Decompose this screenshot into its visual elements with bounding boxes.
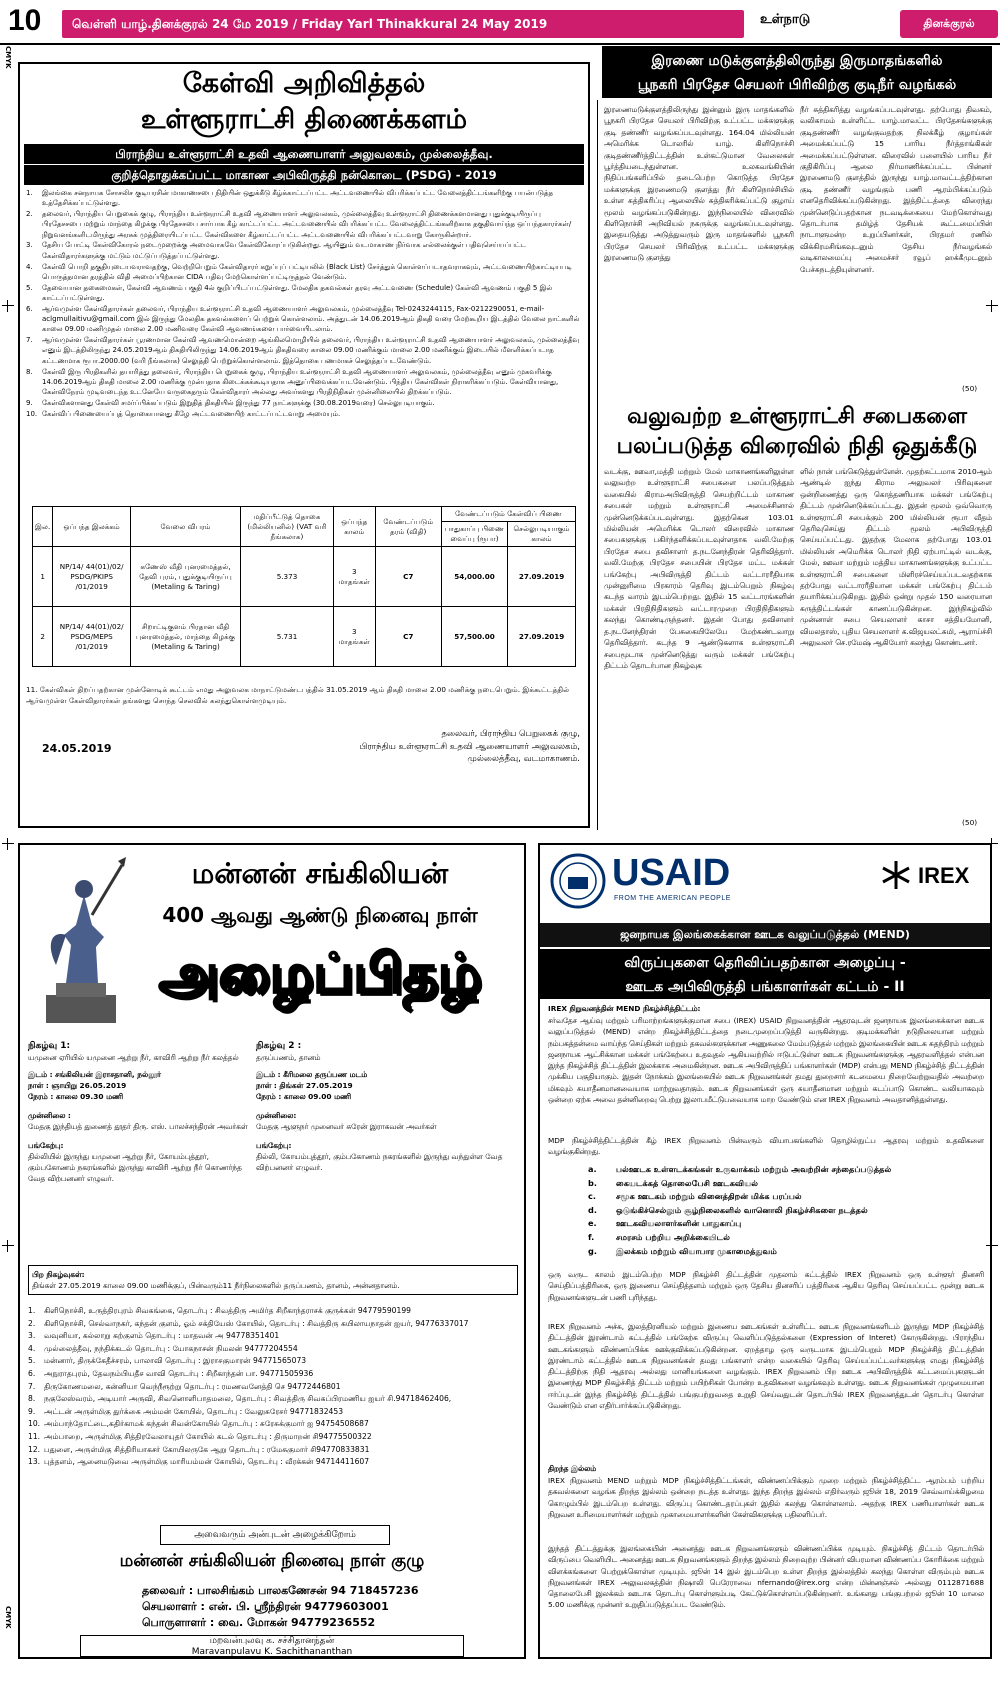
article-column: நீர் சுத்திகரித்து வழங்கப்படவுள்ளது. தற்போது திவகம், வலிகாமம் உள்ளிட்ட யாழ்.மாவட்ட பிரதேசங்களுக்கு குடிதண்ணீர் வழங்குவதற்கு நிலக்கீழ் குழாய்கள் அமைக்கப்பட்டு 15 பாரிய நீர்த்தாங்கிகள் அமைக்கப்பட்டுள்ளன. விரைவில் பளையில் பாரிய நீர் குதிகிரிப்பு ஆலை நிர்மாணிக்கப்பட்ட பின்னர் இரணைமடு குளத்தில் இருந்து யாழ்.மாவட்டத்திற்கான குடி தண்ணீர் வழங்கும் பணி ஆரம்பிக்கப்படும் எனதெரிவிக்கப்படுகின்றது. இத்திட்டத்தை விரைந்து முன்னெடுப்பதற்கான நடவடிக்கையை மேற்கொள்வது தொடர்பாக தமிழ்த் தேசியக் கூட்டமைப்பின் நாடாளுமன்ற உறுப்பினர்கள், பிரதமர் ரணில் விக்கிரமசிங்கவுடனும் தேசிய நீர்வழங்கல் வடிகாலமைப்பு அமைச்சர் ரவூப் ஹக்கீமுடனும் பேச்சுநடத்தியுள்ளனர். — [800, 105, 992, 274]
newspaper-logo: தினக்குரல் — [900, 10, 998, 38]
tender-clause: 5. தேவையான தகைமைகள், கேள்வி ஆவணம் பகுதி 4ல் குறிப்பிடப்பட்டுள்ளது. மேலதிக தகவல்கள் தரவு அட்டவணை (Schedule) கேள்வி ஆவணம் பகுதி 5 இல் காட்டப்பட்டுள்ளது. — [26, 283, 553, 302]
table-row — [33, 547, 576, 607]
tender-title: கேள்வி அறிவித்தல் — [182, 68, 426, 99]
article-end-code: (50) — [962, 818, 978, 827]
event-lead-label: முன்னிலை : — [28, 1111, 71, 1120]
th-ref: ஒப்பந்த இலக்கம் — [53, 507, 131, 547]
list-item: 3. வவுனியா, கல்லாறு கற்குளம் தொடர்பு : மாதவன் அ 94778351401 — [28, 1331, 280, 1341]
contact-list — [28, 1305, 518, 1469]
author-english: Maravanpulavu K. Sachithananthan — [191, 1646, 353, 1657]
tender-clause: 3. தேசிய போட்டி கேள்விகோரல் நடைமுறைக்கு அமைவாகவே கேள்விகோரப்படுகின்றது. ஆயினும் வடமாகாண நிர்வாக எல்லைக்குள் பதிவுசெய்யப்பட்ட கேள்விதாரர்களுக்கு மட்டும் மட்டுப்படுத்தப்பட்டுள்ளது. — [26, 241, 527, 260]
headline-line: இரணை மடுக்குளத்திலிருந்து இருமாதங்களில் — [651, 53, 943, 69]
th-valid: செல்லுபடியாகும் காலம் — [508, 522, 576, 547]
tender-clause: 4. கேள்வி பொறி தகுதியுடையவராவதற்கு, வெற்றிபெறும் கேள்விதாரர் கறுப்புப் பட்டியலில் (Black List) சேர்த்துக் கொள்ளப்படாதவராகவும், அட்டவணையிற்காட்டியபடி பொருத்தமான தரத்தில் விதி அமைப்பிற்கான CIDA பதிவு மேற்கொள்ளப்பட்டிருத்தல் வேண்டும். — [26, 262, 572, 281]
cell-valid: 27.09.2019 — [508, 547, 576, 607]
list-item: 6. அநுராதபுரம், தேவநம்பியதீச வாவி தொடர்பு : சிறீகாந்தன் பா. 94771505936 — [28, 1368, 314, 1378]
column-divider — [597, 100, 598, 830]
tender-date: 24.05.2019 — [42, 742, 112, 755]
event-leaders: மேதகு இந்தியத் துணைத் தூதர் திரு. எஸ். பாலச்சந்திரன் அவர்கள் — [28, 1122, 248, 1131]
irex-logo — [880, 859, 980, 899]
list-item: 7. திருகோணமலை, கன்னியா வெந்நீரூற்று தொடர்பு : ரமணவனேத்தி செ 94772446801 — [28, 1381, 341, 1391]
event-time: நேரம் : காலை 09.30 மணி — [28, 1092, 124, 1101]
ad-title: மன்னன் சங்கிலியன் — [191, 857, 449, 890]
event-leaders: மேதகு ஆளுநர் முனைவர் சுரேன் இராகவன் அவர்கள் — [256, 1122, 437, 1131]
irex-paragraph: IREX நிறுவனம் MEND மற்றும் MDP நிகழ்ச்சித்திட்டங்கள், விண்ணப்பிக்கும் முறை மற்றும் நிகழ்ச்சித்திட்ட ஆரம்பம் பற்றிய தகவல்களை வழங்க திறந்த இல்லம் ஒன்றை நடத்த உள்ளது. இந்த திறந்த இல்லம் எதிர்வரும் ஜூன் 18, 2019 செவ்வாய்க்கிழமை கொழும்பில் இடம்பெற உள்ளது. விருப்பு கொண்டதரப்புகள் இதில் கலந்து கொள்ளலாம். அதற்கு IREX பணியாளர்கள் ஊடக நிறுவன உரிமையாளர்கள் மற்றும் முகாமையாளர்களின் கேள்விகளுக்கு பதிலளிப்பர். — [548, 1476, 984, 1519]
cell-no: 2 — [33, 607, 53, 667]
usaid-seal-icon — [550, 853, 606, 909]
tender-signature — [230, 728, 580, 766]
irex-paragraph: ஒரு வருட காலம் இடம்பெற்ற MDP நிகழ்ச்சி திட்டத்தின் முதலாம் கட்டத்தில் IREX நிறுவனம் ஒரு உள்ளூர் தினசரி செய்திப்பத்திரிகை, ஒரு இணைய செய்தித்தளம் மற்றும் ஒரு தேசிய தினசரிப் பத்திரிகை ஆகிய தெரிவு செய்யப்பட்ட மூன்று ஊடக நிறுவனங்களுடன் பணி புரிந்தது. — [548, 1270, 984, 1302]
sign-line: பிராந்திய உள்ளூராட்சி உதவி ஆணையாளர் அலுவலகம், — [359, 741, 580, 752]
event-desc: தருப்பணம், தானம் — [256, 1053, 321, 1062]
list-item: 2. கிளிநொச்சி, செல்வாநகர், கந்தன் குளம், ஓம் சக்தியேஸ் கோயில், தொடர்பு : சிவத்திரு கயிலாயநாதன் ஐயர், 94776337017 — [28, 1318, 469, 1328]
dateline: வெள்ளி யாழ்.தினக்குரல் 24 மே 2019 / Friday Yarl Thinakkural 24 May 2019 — [62, 10, 744, 38]
article-column: இரணைமடுக்குளத்திலிருந்து இன்னும் இரு மாதங்களில் பூநகரி பிரதேச செயலர் பிரிவிற்கு உட்பட்ட மக்களுக்கு குடி தண்ணீர் வழங்கப்படவுள்ளது. 164.04 மில்லியன் அமெரிக்க டொலரில் யாழ். கிளிநொச்சி குடிதண்ணீர்த்திட்டத்தின் உள்கட்டுமான வேலைகள் பூர்த்தியடைந்துள்ளன. உலகவங்கியின் நிதிப்பங்களிப்பில் தடைபெற்ற கொடுத்த பிரதேச மக்களுக்கு இரணைமடு குளத்து நீர் கிளிநொச்சியில் உள்ள சுத்திகரிப்பு ஆலையில் சுத்திகரிக்கப்பட்டு குழாய் மூலம் வழங்கப்படுகின்றது. இந்நிலையில் விரைவில் கிளிநொச்சி அறிவியல் நகருக்கு வழங்கப்படவுள்ளது. இதையடுத்து அடுத்துவரும் இரு மாதங்களில் பூநகரி பிரதேச செயலர் பிரிவிற்கு உட்பட்ட மக்களுக்கு இரணைமடு குளத்து — [604, 105, 794, 263]
registration-mark-icon — [2, 1240, 14, 1252]
registration-mark-icon — [2, 838, 14, 850]
list-item: a. பல்ஊடக உள்ளடக்கங்கள் உருவாக்கம் மற்றும் அவற்றின் சந்தைப்படுத்தல் — [588, 1164, 892, 1174]
th-cost: மதிப்பீட்டுத் தொகை (மில்லியனில்) (VAT வரி நீங்கலாக) — [241, 507, 334, 547]
cmyk-mark-top: CMYK — [4, 46, 12, 69]
author-tamil: மறவன்புலவு க. சச்சிதானந்தன் — [209, 1636, 335, 1646]
cell-period: 3 மாதங்கள் — [333, 607, 375, 667]
list-item: 1. கிளிநொச்சி, உருத்திரபுரம் சிவகங்கை, தொடர்பு : சிவத்திரு அமிர்த சிறீகாந்தராசக் குருக்கள் 94779590199 — [28, 1306, 411, 1315]
list-item: f. சமரசம் பற்றிய அறிக்கையிடல் — [588, 1231, 730, 1242]
table-row — [33, 607, 576, 667]
cell-ref: NP/14/ 44(01)/02/ PSDG/PKIPS /01/2019 — [53, 547, 131, 607]
irex-subhead: திறந்த இல்லம் — [548, 1464, 597, 1473]
article-headline — [602, 46, 992, 98]
usaid-tagline: FROM THE AMERICAN PEOPLE — [614, 895, 731, 902]
cell-work: சிறாட்டிகுளம் பிரதான வீதி புனரமைத்தல், மாந்தை கிழக்கு (Metaling & Taring) — [131, 607, 241, 667]
event-lead-label: முன்னிலை: — [256, 1111, 297, 1120]
event-other — [28, 1265, 518, 1295]
officers-list — [142, 1583, 522, 1631]
tender-office: பிராந்திய உள்ளூராட்சி உதவி ஆணையாளர் அலுவலகம், முல்லைத்தீவு. — [24, 144, 584, 164]
list-item: 9. அட்டன் அருள்மிகு துர்க்கை அம்மன் கோயில், தொடர்பு : வேலுசுரேசர் 94771832453 — [28, 1406, 344, 1416]
tender-clause: 2. தலைவர், பிராந்திய பெறுகைக் குழு, பிராந்திய உள்ளூராட்சி உதவி ஆணையாளர் அலுவலகம், முல்லைத்தீவு உள்ளூராட்சி திணைக்களமானது புதுக்குடியிருப்பு பிரதேசசபை மற்றும் மாந்தை கிழக்கு பிரதேசசபை சார்பாக கீழ் காட்டப்பட்ட அட்டவணையில் விபரிக்கப்பட்ட வேலைத்திட்டங்களிற்காக தகுதிவாய்ந்த ஒப்பந்தகாரர்கள்/நிறுவனங்களிடமிருந்து அரசுக் முத்திரையிடப்பட்ட கேள்விகளை கீழ்காட்டப்பட்ட அட்டவணையில் விபரிக்கப்பட்டவாறு கோருகின்றார். — [26, 210, 572, 239]
list-item: 4. முல்லைத்தீவு, நந்திக்கடல் தொடர்பு : யோகநாசன் நிமலன் 94777204554 — [28, 1343, 298, 1353]
page-number: 10 — [8, 4, 42, 37]
tender-note: 11. கேள்விகள் திறப்பதற்கான முன்னோடிக் கூட்டம் எமது அலுவலக மாநாட்டுமண்டபத்தில் 31.05.2019 ஆம் திகதி மாலை 2.00 மணிக்கு நடைபெறும். இக்கூட்டத்தில் ஆர்வமுள்ள கேள்விதாரர்கள் தங்களது சொந்த செலவில் கலந்துகொள்ளமுடியும். — [26, 685, 570, 705]
cell-work: கணேஸ் வீதி புனரமைத்தல், தேவி புரம், புதுக்குடியிருப்பு (Metaling & Taring) — [131, 547, 241, 607]
list-item: e. ஊடகவியலாளர்களின் பாதுகாப்பு — [588, 1218, 742, 1229]
sign-line: தலைவர், பிராந்திய பெறுகைக் குழு, — [441, 729, 580, 739]
registration-mark-icon — [2, 300, 14, 312]
committee-name: மன்னன் சங்கிலியன் நினைவு நாள் குழு — [119, 1551, 425, 1571]
event-heading: பிற நிகழ்வுகள்: — [32, 1270, 85, 1279]
cell-bond: 54,000.00 — [441, 547, 507, 607]
cell-bond: 57,500.00 — [441, 607, 507, 667]
cell-period: 3 மாதங்கள் — [333, 547, 375, 607]
tender-clause: 9. கேள்விகளானது கேள்வி சமர்ப்பிக்கப்படும் இறுதித் திகதியில் இருந்து 77 நாட்களுக்கு (30.08.2019வரை) செல்லுபடியாகும். — [26, 398, 435, 407]
event-place: இடம் : சங்கிலியன் இராசதானி, நல்லூர் — [28, 1070, 161, 1079]
tender-clauses — [26, 188, 582, 420]
tender-clause: 7. ஆர்வமுள்ள கேள்விதாரர்கள் பூரணமான கேள்வி ஆவணமொன்றை ஆங்கிலமொழியில் தலைவர், பிராந்திய உள்ளூராட்சி உதவி ஆணையாளர் அலுவலகம், முல்லைத்தீவு எனும் இடத்திலிருந்து 24.05.2019ஆம் திகதியிலிருந்து 14.06.2019ஆம் திகதிவரை காலை 09.00 மணிக்கும் மாலை 2.00 மணிக்கும் இடையில் மீளளிக்கப்படாத கட்டணமாக ரூபா.2000.00 (வரி நீங்கலாக) செலுத்தி பெற்றுக்கொள்ளலாம். இத்தொகை பணமாகச் செலுத்தப்படவேண்டும். — [26, 336, 580, 365]
section-label: உள்நாடு — [760, 12, 811, 27]
event-desc: திங்கள் 27.05.2019 காலை 09.00 மணிக்குப், பின்வரும்11 நீர்நிலைகளில் தருப்பணம், தானம், அன்னதானம். — [32, 1281, 400, 1290]
invite-line: அவைவரும் அன்புடன் அழைக்கிறோம் — [160, 1525, 390, 1545]
memorial-invitation-ad — [18, 843, 526, 1659]
list-item: 11. அம்பாறை, அருள்மிகு சித்திரவேலாயுதர் கோயில் கடல் தொடர்பு : திருமாறன் சி94775500322 — [28, 1431, 372, 1441]
article-end-code: (50) — [962, 384, 978, 393]
list-item: b. கையடக்கத் தொலைபேசி ஊடகவியல் — [588, 1177, 759, 1188]
event-day: நாள் : திங்கள் 27.05.2019 — [256, 1081, 353, 1090]
th-work: வேலை விபரம் — [131, 507, 241, 547]
ad-subtitle: 400 ஆவது ஆண்டு நினைவு நாள் — [162, 903, 478, 927]
list-item: c. சமூக ஊடகம் மற்றும் வினைத்திறன் மிக்க பரப்பல் — [588, 1191, 802, 1202]
irex-paragraph: IREX நிறுவனம் அச்சு, இலத்திரனியல் மற்றும் இணைய ஊடகங்கள் உள்ளிட்ட ஊடக நிறுவனங்களிடம் இருந்து MDP நிகழ்ச்சித் திட்டத்தின் இரண்டாம் கட்டத்தில் பங்கேற்க விருப்பு வெளிப்படுத்தல்களை (Expression of Interet) கோருகின்றது. பிராந்திய ஊடகங்களும் விண்ணப்பிக்க ஊக்குவிக்கப்படுகின்றன. ஏறத்தாழ ஒரு வருடமாக இடம்பெறும் MDP நிகழ்ச்சித் திட்டத்தின் இரண்டாம் கட்டத்தில் ஊடக நிறுவனங்கள் தமது பங்காளர் என்ற வகையில் தெரிவு செய்யப்பட்டவர்களுக்கு எமது நிகழ்ச்சித் திட்டத்திற்கு நிதி ஆதரவு அல்லது மானியங்களை வழங்கும். IREX நிறுவனம் பிற ஊடக அபிவிருத்திக் கட்டமைப்புகளுடன் இணைந்து MDP நிகழ்ச்சித் திட்டம் மற்றும் பயிற்சிகள் போன்ற உதவிகளை வழங்கவும் உள்ளது. ஊடக நிறுவனங்கள் முழுமையான ஈர்ப்புடன் இந்த நிகழ்ச்சித் திட்டத்தில் பங்குபற்றுவதை உறுதி செய்வதுடன் தொடர்பில் IREX நிறுவனத்துடன் தொடர்பு கொள்ள வேண்டும் என எதிர்பார்க்கப்படுகின்றது. — [548, 1322, 984, 1411]
cell-no: 1 — [33, 547, 53, 607]
cell-cost: 5.373 — [241, 547, 334, 607]
headline-line: பலப்படுத்த விரைவில் நிதி ஒதுக்கீடு — [616, 434, 978, 459]
irex-asterisk-icon — [880, 859, 912, 891]
list-item: g. இலக்கம் மற்றும் வியாபார முகாமைத்துவம் — [588, 1245, 777, 1256]
irex-paragraph: சர்வதேச ஆய்வு மற்றும் பரிமாற்றங்களுக்குமான சபை (IREX) USAID நிறுவனத்தின் ஆதரவுடன் ஜனநாயக இலங்கைக்கான ஊடக வலுப்படுத்தல் (MEND) என்ற நிகழ்ச்சித்திட்டத்தை நடைமுறைப்படுத்தி வருகின்றது. குடிமக்களின் நடுநிலையான மற்றும் நம்பகத்தன்மை வாய்ந்த செய்திகள் மற்றும் தகவல்களுக்கான அணுகலை மேம்படுத்தல் மற்றும் இலங்கையின் ஊடக சுதந்திரம் மற்றும் ஜனநாயக ஆட்சிக்கான மக்கள் பங்கேற்பை உதவுதல் ஆகியவற்றில் ஈடுபட்டுள்ள ஊடக நிறுவனங்களுக்கு ஆதரவளித்தல் என்பன இந்த நிகழ்ச்சித் திட்டத்தின் இலக்காக அமைகின்றன. ஊடக அபிவிருத்திப் பங்காளர்கள் (MDP) என்பது MEND நிகழ்ச்சித் திட்டத்தின் முக்கிய பகுதியாகும். இதன் நோக்கம் இலங்கையில் ஊடக நிறுவனங்கள் தமது துறைசார் கடமையை நிறைவேற்றுவதில் அவற்றை மிகவும் சுயாதீனமானவையாக மாற்றுவதாகும். ஊடக நிறுவனங்கள் ஒரு சுயாதீனமான மற்றும் கடப்பாடு கொண்ட வலியாகவும் ஒன்றை ஏற்க அவை தன்னிறைவு பெற்று இலாபமீட்டுபவையாக மாற வேண்டும் என IREX நிறுவனம் அவதானித்துள்ளது. — [548, 1016, 984, 1105]
event-part-label: பங்கேற்பு: — [28, 1141, 64, 1150]
event-participants: தில்லி, கோயம்புத்தூர், கும்பகோணம் நகரங்களில் இருந்து வந்துள்ள வேத விற்பனனர் எழுவர். — [256, 1152, 503, 1172]
ad-invitation-word: அழைப்பிதழ் — [158, 941, 482, 1005]
th-bond: பாதுகாப்பு பிணை வைப்பு (ரூபா) — [441, 522, 507, 547]
event-2 — [256, 1041, 516, 1173]
list-item: d. ஒடுங்கிச்செல்லும் சூழ்நிலைகளில் வானொலி நிகழ்ச்சிகளை நடத்தல் — [588, 1204, 868, 1215]
call-line: விருப்புகளை தெரிவிப்பதற்கான அழைப்பு - — [624, 955, 906, 971]
headline-line: பூநகரி பிரதேச செயலர் பிரிவிற்கு குடிநீர் வழங்கல் — [637, 77, 957, 93]
tender-clause: 6. ஆர்வமுள்ள கேள்விதாரர்கள் தலைவர், பிராந்திய உள்ளூராட்சி உதவி ஆணையாளர் அலுவலகம், முல்லைத்தீவு Tel-0243244115, Fax-0212290051, e-mail-aclgmullaitivu@gmail.com இல் இருந்து மேலதிக தகவல்களைப் பெற்றுக் கொள்ளலாம். அத்துடன் 14.06.2019ஆம் திகதி வரை மேற்கூறிய இடத்தில் வேலை நாட்களில் காலை 09.00 மணிமுதல் மாலை 2.00 மணிவரை கேள்வி ஆவணங்களை பார்வையிடலாம். — [26, 304, 580, 334]
list-item: 8. நகுலேஸ்வரம், அடியார் அருவி, சிவனொளிபாதமலை, தொடர்பு : சிவத்திரு சிவகப்பிரமணிய ஐயர் சி.94718462406, — [28, 1394, 452, 1404]
call-line: ஊடக அபிவிருத்தி பங்காளர்கள் கட்டம் - II — [625, 979, 905, 995]
tender-clause: 1. இலங்கை சனநாயக சோசலிச குடியரசின் மாகாணசபை நிதியின் ஒதுக்கீடு கீழ்க்காட்டப்பட்ட அட்டவணையில் விபரிக்கப்பட்ட வேலைத்திட்டங்களிற்கு பயன்படுத்த உத்தேசிக்கப்பட்டுள்ளது. — [26, 189, 554, 208]
tender-department: உள்ளூராட்சி திணைக்களம் — [140, 104, 468, 135]
headline-line: வலுவற்ற உள்ளூராட்சி சபைகளை — [627, 404, 967, 429]
irex-topic-list — [588, 1163, 968, 1258]
officer: செயலாளர் : என். பி. ஸ்ரீந்திரன் 94779603001 — [142, 1600, 389, 1613]
list-item: 12. பதுளை, அருள்மிகு சித்திரியாகசர் கோயிலருகே ஆறு தொடர்பு : ரமேசுகுமார் சி94770833831 — [28, 1444, 370, 1454]
officer: தலைவர் : பாலசிங்கம் பாலகணேசன் 94 718457236 — [142, 1584, 419, 1597]
irex-paragraph: MDP நிகழ்ச்சித்திட்டத்தின் கீழ் IREX நிறுவனம் பின்வரும் வியாபகங்களில் தொழில்நுட்ப ஆதரவு மற்றும் உதவிகளை வழங்குகின்றது. — [548, 1136, 984, 1157]
event-participants: தில்லியில் இருந்து யமுனை ஆற்று நீர், கோயம்புத்தூர், கும்பகோணம் நகரங்களில் இருந்து காவிரி ஆற்று நீர் கொணர்ந்த வேத விற்பனனர் எழுவர். — [28, 1152, 242, 1183]
event-place: இடம் : கீரிமலை தருப்பண மடம் — [256, 1070, 368, 1079]
author-box — [80, 1635, 464, 1657]
article-column: வடக்கு, ஊவா,மத்தி மற்றும் மேல் மாகாணங்களிலுள்ள வலுவற்ற உள்ளூராட்சி சபைகளை பலப்படுத்தும் வகையில் கிராமஅபிவிருத்தி செயற்றிட்டம் மாகாண சபைகள் மற்றும் உள்ளூராட்சி அமைச்சினால் முன்னெடுக்கப்படவுள்ளது. இதற்கென 103.01 மில்லியன் அமெரிக்க டொலர் விரைவில் மாகாண சபைகளுக்கு பகிர்ந்தளிக்கப்படவுள்ளதாக வலி.மேற்கு பிரதேச சபை தவிசாளர் த.நடனேந்திரன் தெரிவித்தார். வலி.மேற்கு பிரதேச சபையின் பிரதேச மட்ட மக்கள் பங்கேற்பு அபிவிருத்தி திட்டம் வட்டாரரீதியாக முன்னுரிமை பிரகாரம் தெரிவு இடம்பெறும் நிகழ்வு கடந்த வாரம் இடம்பெற்றது. இதில் 15 வட்டாரங்களின் மக்கள் பிரதிநிதிகளும் வட்டாரமுறை பிரதிநிதிகளும் கலந்து கொண்டிருந்தனர். இதன் போது தவிசாளர் த.நடனேந்திரன் பேசுகையிலேயே மேற்கண்டவாறு தெரிவித்தார். கடந்த 9 ஆண்டுகளாக உள்ளூராட்சி சபைமூடாக முன்னெடுத்து வரும் மக்கள் பங்கேற்பு திட்டம் தொடர்பான நிகழ்வுக — [604, 467, 794, 670]
header-rule — [0, 43, 1000, 45]
tender-table — [32, 506, 576, 667]
tender-notice — [18, 62, 590, 828]
event-heading: நிகழ்வு 2 : — [256, 1041, 302, 1051]
cell-grade: C7 — [375, 607, 441, 667]
cell-valid: 27.09.2019 — [508, 607, 576, 667]
irex-subhead: IREX நிறுவனத்தின் MEND நிகழ்ச்சித்திட்டம்: — [548, 1004, 701, 1013]
irex-wordmark: IREX — [918, 863, 970, 888]
irex-paragraph: இந்தத் திட்டத்துக்கு இலங்கையின் அனைத்து ஊடக நிறுவனங்களும் விண்ணப்பிக்க முடியும். நிகழ்ச்சித் திட்டம் தொடர்பில் விருப்பை வெளியிட அனைத்து ஊடக நிறுவனங்களும் திறந்த இல்லம் நிறைவுற்ற பின்னர் விபரமான விண்ணப்ப கோரிக்கை மற்றும் விளக்கங்களை பெற்றுக்கொள்ள முடியும். ஜூன் 14 இல் இடம்பெற உள்ள திறந்த இல்லத்தில் கலந்து கொள்ள விரும்பும் ஊடக நிறுவனங்கள் IREX அலுவலகத்தின் நிஷாலி பெரேராவை nfernando@irex.org என்ற மின்னஞ்சல் அல்லது 0112871688 தொலைபேசி இலக்கம் ஊடாக தொடர்பு கொள்ளும்படி கேட்டுக்கொள்ளப்படுகின்றனர். உங்களது பங்குபற்றல் ஜூன் 10 மாலை 5.00 மணிக்கு முன்னர் உறுதிப்படுத்தப்பட வேண்டும். — [548, 1544, 984, 1610]
cmyk-mark-bottom: CMYK — [4, 1606, 12, 1629]
usaid-wordmark: USAID — [612, 852, 731, 894]
th-bond-group: வேண்டப்படும் கேள்விப் பிணை — [441, 507, 575, 522]
usaid-logo — [550, 853, 810, 915]
cell-cost: 5.731 — [241, 607, 334, 667]
th-no: இல. — [33, 507, 53, 547]
event-part-label: பங்கேற்பு: — [256, 1141, 292, 1150]
list-item: 10. அம்பாந்தோட்டை,கதிர்காமக் கந்தன் சிவன்கோயில் தொடர்பு : சுரேசுக்குமார் ஐ 94754508687 — [28, 1419, 369, 1429]
article-headline — [600, 402, 994, 462]
cell-grade: C7 — [375, 547, 441, 607]
sign-line: முல்லைத்தீவு, வடமாகாணம். — [467, 754, 580, 764]
cell-ref: NP/14/ 44(01)/02/ PSDG/MEPS /01/2019 — [53, 607, 131, 667]
th-period: ஒப்பந்த காலம் — [333, 507, 375, 547]
officer: பொருளாளர் : வை. மோகன் 94779236552 — [142, 1616, 376, 1629]
event-day: நாள் : ஞாயிறு 26.05.2019 — [28, 1081, 127, 1090]
irex-program-title: ஜனநாயக இலங்கைக்கான ஊடக வலுப்படுத்தல் (MEND) — [540, 923, 990, 947]
event-desc: யமுனை ஏரியில் யமுனை ஆற்று நீர், காவிரி ஆற்று நீர் கலத்தல் — [28, 1053, 239, 1062]
article-column: ளில் நான் பங்கெடுத்துள்ளேன். முதற்கட்டமாக 2010ஆம் ஆண்டில் ஐந்து கிராம அலுவலர் பிரிவுகளை ஒன்றிணைத்து ஒரு கொத்தணியாக மக்கள் பங்கேற்பு திட்டம் முன்னெடுக்கப்பட்டது. இதன் மூலம் ஒவ்வொரு உள்ளூராட்சி சபைக்கும் 200 மில்லியன் ரூபா வீதம் தெரிவுசெய்து திட்டம் மூலம் அபிவிருத்தி செய்யப்பட்டது. இதற்கு மேலாக தற்போது 103.01 மில்லியன் அமெரிக்க டொலர் நிதி ஏற்பாட்டில் வடக்கு, மேல், ஊவா மற்றும் மத்திய மாகாணங்களுக்கு உட்பட்ட உள்ளூராட்சி சபைகளை மிளிரச்செய்யப்படவதற்காக தற்போது வட்டாரரீதியான மக்கள் பங்கேற்பு திட்டம் தயாரிக்கப்படுகிறது. இதில் ஒன்று முதல் 150 வரையான கருத்திட்டங்கள் காணப்படுகின்றன. இந்நிகழ்வில் முன்னாள் சபை செயலாளர் காசா சத்தியமோனி, விமலதாஸ், புதிய செயலாளர் க.விஜயலட்சுமி, ஆராய்ச்சி அலுவலர் செ.ரமேஷ் ஆகியோர் கலந்து கொண்டனர். — [800, 467, 992, 648]
irex-ad — [538, 843, 992, 1659]
tender-grant: குறித்தொதுக்கப்பட்ட மாகாண அபிவிருத்தி நன்கொடை (PSDG) - 2019 — [24, 165, 584, 185]
list-item: 13. புத்தளம், ஆனைமடுவை அருள்மிகு மாரியம்மன் கோயில், தொடர்பு : வீரக்கன் 94714411607 — [28, 1457, 370, 1467]
event-time: நேரம் : காலை 09.00 மணி — [256, 1092, 352, 1101]
registration-mark-icon — [986, 300, 998, 312]
th-grade: வேண்டப்படும் தரம் (விதி) — [375, 507, 441, 547]
tender-clause: 8. கேள்வி இரு பிரதிகளில் தயாரித்து தலைவர், பிராந்திய பெறுகைக் குழு, பிராந்திய உள்ளூராட்சி உதவி ஆணையாளர் அலுவலகம், முல்லைத்தீவு எனும் முகவரிக்கு 14.06.2019ஆம் திகதி மாலை 2.00 மணிக்கு முன்பதாக கிடைக்கக்கூடியதாக அனுப்பிவைக்கப்படவேண்டும். பிந்திய கேள்விகள் நிராகரிக்கப்படும். கேள்வியானது, கேள்விநேரம் முடிவடைந்த உடனேயே வருகைதரும் கேள்விதாரர் அல்லது அவர்களது பிரதிநிதிகள் முன்னிலையில் திறக்கப்படும். — [26, 367, 559, 397]
list-item: 5. மன்னார், திருக்கேதீச்சரம், பாலாவி தொடர்பு : இராசகுமாரன் 94771565073 — [28, 1356, 307, 1366]
irex-call-title — [540, 949, 990, 999]
event-1 — [28, 1041, 248, 1184]
tender-clause: 10. கேள்விப் பிணையைப்புத் தொகையானது கீழே அட்டவணையிற் காட்டப்பட்டவாறு அமையும். — [26, 409, 341, 418]
event-heading: நிகழ்வு 1: — [28, 1041, 71, 1051]
